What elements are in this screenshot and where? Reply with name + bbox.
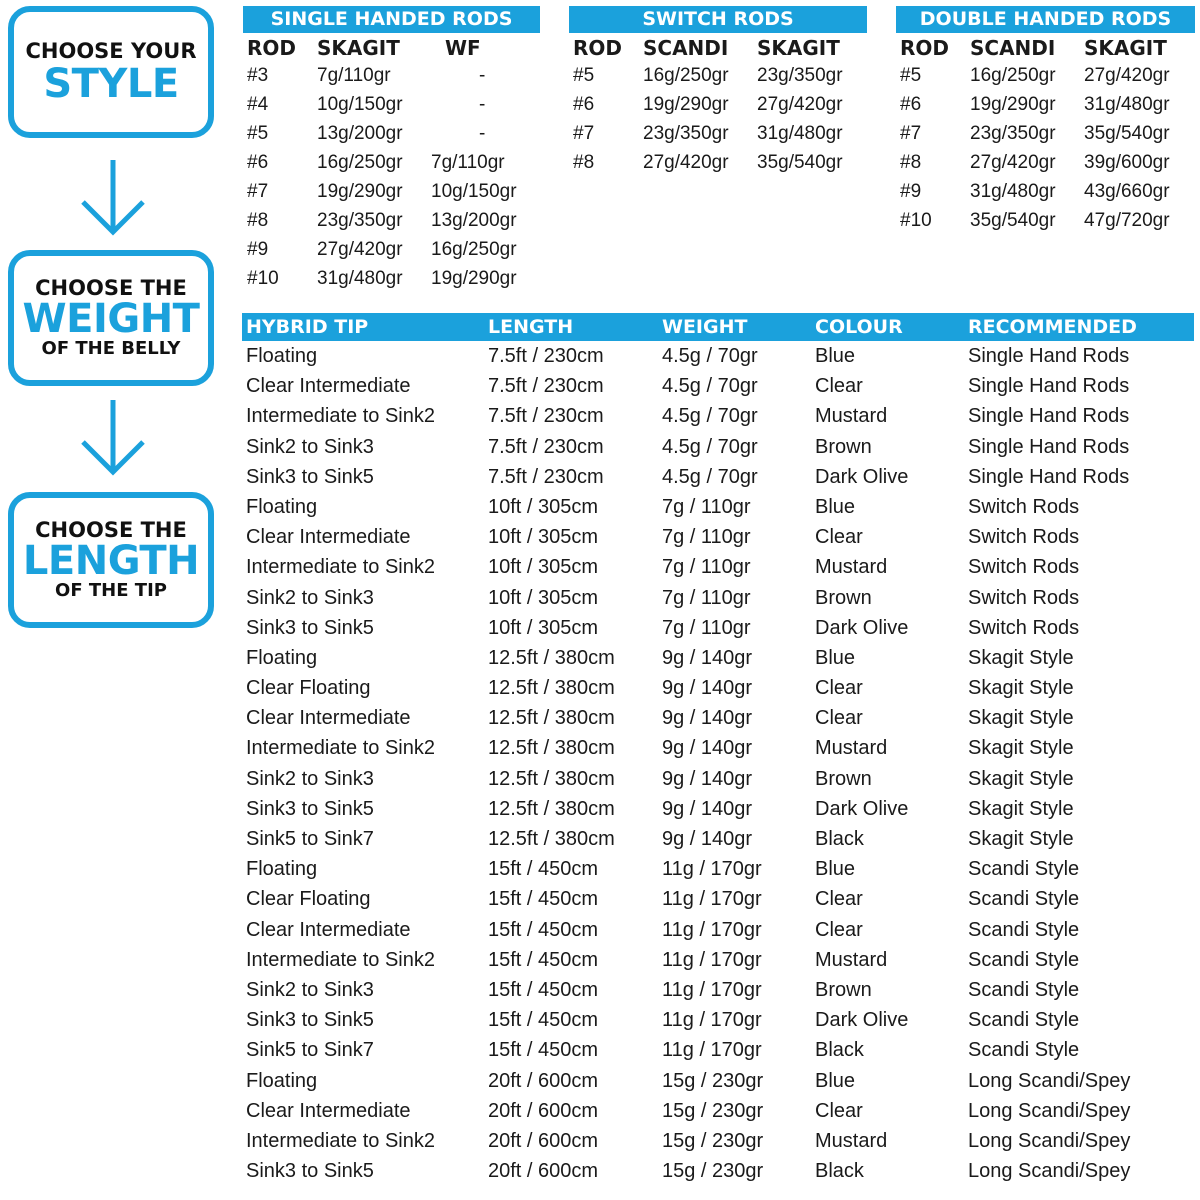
- colour-cell: Mustard: [815, 737, 888, 760]
- tip-cell: Floating: [246, 646, 318, 669]
- rod-cell: #5: [247, 123, 269, 144]
- colour-cell: Clear: [815, 375, 863, 398]
- tip-cell: Intermediate to Sink2: [246, 1129, 435, 1152]
- tip-cell: Sink3 to Sink5: [246, 616, 374, 639]
- recommended-cell: Switch Rods: [968, 495, 1080, 518]
- hybrid-rows: [242, 341, 1194, 1186]
- table-row: [242, 975, 1194, 1005]
- length-cell: 15ft / 450cm: [488, 858, 599, 881]
- length-cell: 12.5ft / 380cm: [488, 737, 615, 760]
- length-cell: 10ft / 305cm: [488, 586, 599, 609]
- weight-cell: 7g / 110gr: [662, 556, 751, 579]
- rod-cell: #5: [573, 65, 595, 86]
- colour-cell: Blue: [815, 646, 856, 669]
- table-row: [242, 945, 1194, 975]
- scandi-cell: 16g/250gr: [643, 65, 729, 86]
- table-row: [242, 552, 1194, 582]
- tip-cell: Clear Intermediate: [246, 707, 411, 730]
- length-cell: 10ft / 305cm: [488, 495, 599, 518]
- recommended-cell: Long Scandi/Spey: [968, 1129, 1131, 1152]
- recommended-cell: Scandi Style: [968, 1039, 1080, 1062]
- weight-cell: 4.5g / 70gr: [662, 345, 758, 367]
- weight-cell: 15g / 230gr: [662, 1129, 764, 1152]
- tip-cell: Clear Intermediate: [246, 526, 411, 549]
- skagit-cell: 35g/540gr: [1084, 123, 1170, 144]
- weight-cell: 7g / 110gr: [662, 616, 751, 639]
- colour-cell: Blue: [815, 495, 856, 518]
- single-handed-header-row: [243, 33, 540, 62]
- rod-cell: #8: [900, 152, 922, 173]
- table-row: [242, 915, 1194, 945]
- length-cell: 10ft / 305cm: [488, 526, 599, 549]
- length-cell: 12.5ft / 380cm: [488, 767, 615, 790]
- double-handed-rods-title: DOUBLE HANDED RODS: [896, 6, 1195, 33]
- table-row: [243, 236, 540, 265]
- length-cell: 12.5ft / 380cm: [488, 828, 615, 850]
- table-row: [242, 1035, 1194, 1065]
- recommended-cell: Single Hand Rods: [968, 465, 1130, 488]
- recommended-cell: Single Hand Rods: [968, 345, 1130, 367]
- recommended-cell: Skagit Style: [968, 797, 1074, 820]
- table-row: [242, 643, 1194, 673]
- recommended-cell: Scandi Style: [968, 1009, 1080, 1032]
- weight-cell: 4.5g / 70gr: [662, 435, 758, 458]
- scandi-cell: 27g/420gr: [970, 152, 1056, 173]
- tip-cell: Floating: [246, 1069, 318, 1092]
- length-cell: 12.5ft / 380cm: [488, 797, 615, 820]
- recommended-cell: Skagit Style: [968, 646, 1074, 669]
- weight-cell: 9g / 140gr: [662, 737, 753, 760]
- weight-cell: 9g / 140gr: [662, 797, 753, 820]
- skagit-cell: 31g/480gr: [1084, 94, 1170, 115]
- skagit-cell: 7g/110gr: [317, 65, 391, 86]
- colour-cell: Brown: [815, 435, 872, 458]
- tip-cell: Clear Intermediate: [246, 918, 411, 941]
- table-row: [242, 673, 1194, 703]
- table-row: [242, 432, 1194, 462]
- recommended-cell: Skagit Style: [968, 707, 1074, 730]
- colour-cell: Clear: [815, 918, 863, 941]
- table-row: [243, 120, 540, 149]
- rod-cell: #7: [900, 123, 922, 144]
- length-cell: 15ft / 450cm: [488, 888, 599, 911]
- table-row: [896, 178, 1195, 207]
- rod-cell: #5: [900, 65, 922, 86]
- table-row: [242, 583, 1194, 613]
- tip-cell: Clear Floating: [246, 888, 371, 911]
- step-length-top-text: CHOOSE THE: [35, 518, 187, 543]
- length-cell: 15ft / 450cm: [488, 918, 599, 941]
- step-weight-top-text: CHOOSE THE: [35, 276, 187, 301]
- weight-cell: 11g / 170gr: [662, 888, 762, 911]
- table-row: [242, 492, 1194, 522]
- rod-cell: #6: [573, 94, 595, 115]
- scandi-cell: 19g/290gr: [970, 94, 1056, 115]
- header-skagit: SKAGIT: [1084, 36, 1167, 60]
- step-choose-style: [8, 6, 214, 138]
- length-cell: 15ft / 450cm: [488, 1039, 599, 1062]
- wf-cell: 19g/290gr: [431, 268, 517, 289]
- recommended-cell: Single Hand Rods: [968, 375, 1130, 398]
- step-choose-length: [8, 492, 214, 628]
- length-cell: 7.5ft / 230cm: [488, 345, 604, 367]
- tip-cell: Sink2 to Sink3: [246, 435, 374, 458]
- header-wf: WF: [445, 36, 481, 60]
- recommended-cell: Switch Rods: [968, 556, 1080, 579]
- colour-cell: Blue: [815, 345, 856, 367]
- rod-cell: #8: [247, 210, 269, 231]
- arrow-down-icon: [78, 398, 148, 478]
- table-row: [242, 462, 1194, 492]
- length-cell: 7.5ft / 230cm: [488, 465, 604, 488]
- table-row: [242, 1156, 1194, 1186]
- tip-cell: Clear Intermediate: [246, 1099, 411, 1122]
- weight-cell: 11g / 170gr: [662, 978, 762, 1001]
- weight-cell: 9g / 140gr: [662, 677, 753, 700]
- recommended-cell: Skagit Style: [968, 737, 1074, 760]
- table-row: [242, 703, 1194, 733]
- step-style-top-text: CHOOSE YOUR: [25, 38, 197, 63]
- table-row: [242, 733, 1194, 763]
- weight-cell: 11g / 170gr: [662, 1009, 762, 1032]
- step-weight-bottom-text: OF THE BELLY: [41, 338, 181, 360]
- tip-cell: Floating: [246, 345, 318, 367]
- weight-cell: 4.5g / 70gr: [662, 405, 758, 428]
- scandi-cell: 23g/350gr: [970, 123, 1056, 144]
- weight-cell: 7g / 110gr: [662, 586, 751, 609]
- weight-cell: 15g / 230gr: [662, 1160, 764, 1183]
- header-rod: ROD: [573, 36, 623, 60]
- colour-cell: Black: [815, 828, 864, 850]
- tip-cell: Sink2 to Sink3: [246, 767, 374, 790]
- scandi-cell: 27g/420gr: [643, 152, 729, 173]
- table-row: [243, 149, 540, 178]
- table-row: [242, 764, 1194, 794]
- tip-cell: Floating: [246, 495, 318, 518]
- colour-cell: Brown: [815, 767, 872, 790]
- length-cell: 12.5ft / 380cm: [488, 677, 615, 700]
- weight-cell: 4.5g / 70gr: [662, 465, 758, 488]
- weight-cell: 9g / 140gr: [662, 707, 753, 730]
- length-cell: 7.5ft / 230cm: [488, 375, 604, 398]
- rod-cell: #3: [247, 65, 269, 86]
- recommended-cell: Scandi Style: [968, 918, 1080, 941]
- table-row: [896, 120, 1195, 149]
- header-rod: ROD: [247, 36, 297, 60]
- weight-cell: 7g / 110gr: [662, 526, 751, 549]
- rod-cell: #7: [247, 181, 269, 202]
- wf-cell: 16g/250gr: [431, 239, 517, 260]
- table-row: [569, 120, 867, 149]
- header-colour: COLOUR: [815, 316, 903, 338]
- length-cell: 15ft / 450cm: [488, 948, 599, 971]
- tip-cell: Sink3 to Sink5: [246, 1009, 374, 1032]
- table-row: [242, 371, 1194, 401]
- table-row: [242, 401, 1194, 431]
- hybrid-header-row: [242, 313, 1194, 341]
- table-row: [242, 1066, 1194, 1096]
- recommended-cell: Long Scandi/Spey: [968, 1099, 1131, 1122]
- recommended-cell: Skagit Style: [968, 677, 1074, 700]
- colour-cell: Dark Olive: [815, 465, 909, 488]
- rod-cell: #7: [573, 123, 595, 144]
- recommended-cell: Skagit Style: [968, 767, 1074, 790]
- switch-rods-title: SWITCH RODS: [569, 6, 867, 33]
- colour-cell: Mustard: [815, 556, 888, 579]
- recommended-cell: Scandi Style: [968, 888, 1080, 911]
- table-row: [242, 824, 1194, 854]
- table-row: [896, 207, 1195, 236]
- table-row: [896, 91, 1195, 120]
- weight-cell: 4.5g / 70gr: [662, 375, 758, 398]
- step-length-big-text: LENGTH: [22, 538, 200, 585]
- table-row: [243, 178, 540, 207]
- recommended-cell: Scandi Style: [968, 978, 1080, 1001]
- tip-cell: Floating: [246, 858, 318, 881]
- switch-rows: [569, 62, 867, 178]
- skagit-cell: 43g/660gr: [1084, 181, 1170, 202]
- rod-cell: #10: [900, 210, 932, 231]
- step-weight-big-text: WEIGHT: [22, 296, 200, 343]
- skagit-cell: 19g/290gr: [317, 181, 403, 202]
- skagit-cell: 23g/350gr: [317, 210, 403, 231]
- header-scandi: SCANDI: [643, 36, 729, 60]
- length-cell: 15ft / 450cm: [488, 1009, 599, 1032]
- length-cell: 7.5ft / 230cm: [488, 435, 604, 458]
- table-row: [243, 265, 540, 294]
- colour-cell: Blue: [815, 1069, 856, 1092]
- table-row: [242, 341, 1194, 371]
- header-hybrid-tip: HYBRID TIP: [246, 316, 369, 338]
- single-handed-rods-table: [243, 6, 540, 294]
- hybrid-tip-table: [242, 313, 1194, 1186]
- table-row: [242, 854, 1194, 884]
- colour-cell: Dark Olive: [815, 797, 909, 820]
- wf-cell: 10g/150gr: [431, 181, 517, 202]
- tip-cell: Sink3 to Sink5: [246, 465, 374, 488]
- scandi-cell: 19g/290gr: [643, 94, 729, 115]
- colour-cell: Mustard: [815, 405, 888, 428]
- skagit-cell: 13g/200gr: [317, 123, 403, 144]
- length-cell: 20ft / 600cm: [488, 1129, 599, 1152]
- double-handed-rows: [896, 62, 1195, 236]
- recommended-cell: Switch Rods: [968, 586, 1080, 609]
- header-length: LENGTH: [488, 316, 574, 338]
- step-style-big-text: STYLE: [43, 61, 179, 108]
- weight-cell: 11g / 170gr: [662, 858, 762, 881]
- table-row: [242, 522, 1194, 552]
- tip-cell: Sink5 to Sink7: [246, 828, 374, 850]
- rod-cell: #6: [900, 94, 922, 115]
- scandi-cell: 16g/250gr: [970, 65, 1056, 86]
- table-row: [896, 149, 1195, 178]
- colour-cell: Clear: [815, 677, 863, 700]
- tip-cell: Intermediate to Sink2: [246, 948, 435, 971]
- colour-cell: Clear: [815, 1099, 863, 1122]
- tip-cell: Intermediate to Sink2: [246, 405, 435, 428]
- tip-cell: Intermediate to Sink2: [246, 737, 435, 760]
- table-row: [242, 1126, 1194, 1156]
- switch-rods-table: [569, 6, 867, 178]
- rod-cell: #4: [247, 94, 269, 115]
- table-row: [896, 62, 1195, 91]
- skagit-cell: 23g/350gr: [757, 65, 843, 86]
- length-cell: 7.5ft / 230cm: [488, 405, 604, 428]
- colour-cell: Clear: [815, 707, 863, 730]
- table-row: [243, 91, 540, 120]
- recommended-cell: Scandi Style: [968, 948, 1080, 971]
- table-row: [243, 207, 540, 236]
- wf-cell: -: [479, 94, 486, 115]
- table-row: [243, 62, 540, 91]
- wf-cell: 13g/200gr: [431, 210, 517, 231]
- colour-cell: Brown: [815, 978, 872, 1001]
- step-choose-weight: [8, 250, 214, 386]
- recommended-cell: Scandi Style: [968, 858, 1080, 881]
- scandi-cell: 31g/480gr: [970, 181, 1056, 202]
- header-skagit: SKAGIT: [317, 36, 400, 60]
- skagit-cell: 27g/420gr: [757, 94, 843, 115]
- wf-cell: -: [479, 65, 486, 86]
- table-row: [242, 613, 1194, 643]
- table-row: [242, 1096, 1194, 1126]
- header-scandi: SCANDI: [970, 36, 1056, 60]
- colour-cell: Mustard: [815, 948, 888, 971]
- colour-cell: Dark Olive: [815, 1009, 909, 1032]
- weight-cell: 9g / 140gr: [662, 646, 753, 669]
- colour-cell: Blue: [815, 858, 856, 881]
- header-rod: ROD: [900, 36, 950, 60]
- rod-cell: #10: [247, 268, 279, 289]
- skagit-cell: 10g/150gr: [317, 94, 403, 115]
- table-row: [569, 91, 867, 120]
- double-header-row: [896, 33, 1195, 62]
- weight-cell: 11g / 170gr: [662, 948, 762, 971]
- weight-cell: 11g / 170gr: [662, 918, 762, 941]
- skagit-cell: 27g/420gr: [1084, 65, 1170, 86]
- length-cell: 10ft / 305cm: [488, 616, 599, 639]
- tip-cell: Intermediate to Sink2: [246, 556, 435, 579]
- rod-cell: #8: [573, 152, 595, 173]
- length-cell: 12.5ft / 380cm: [488, 707, 615, 730]
- weight-cell: 9g / 140gr: [662, 828, 753, 850]
- colour-cell: Black: [815, 1039, 864, 1062]
- colour-cell: Mustard: [815, 1129, 888, 1152]
- header-weight: WEIGHT: [662, 316, 748, 338]
- scandi-cell: 23g/350gr: [643, 123, 729, 144]
- rod-cell: #9: [247, 239, 269, 260]
- tip-cell: Clear Intermediate: [246, 375, 411, 398]
- scandi-cell: 35g/540gr: [970, 210, 1056, 231]
- skagit-cell: 31g/480gr: [757, 123, 843, 144]
- colour-cell: Clear: [815, 526, 863, 549]
- switch-header-row: [569, 33, 867, 62]
- tip-cell: Clear Floating: [246, 677, 371, 700]
- table-row: [242, 884, 1194, 914]
- colour-cell: Black: [815, 1160, 864, 1183]
- weight-cell: 15g / 230gr: [662, 1069, 764, 1092]
- tip-cell: Sink3 to Sink5: [246, 1160, 374, 1183]
- recommended-cell: Switch Rods: [968, 526, 1080, 549]
- weight-cell: 15g / 230gr: [662, 1099, 764, 1122]
- weight-cell: 7g / 110gr: [662, 495, 751, 518]
- skagit-cell: 35g/540gr: [757, 152, 843, 173]
- step-length-bottom-text: OF THE TIP: [55, 580, 167, 602]
- colour-cell: Dark Olive: [815, 616, 909, 639]
- table-row: [569, 149, 867, 178]
- recommended-cell: Single Hand Rods: [968, 405, 1130, 428]
- header-skagit: SKAGIT: [757, 36, 840, 60]
- header-recommended: RECOMMENDED: [968, 316, 1137, 338]
- arrow-down-icon: [78, 158, 148, 238]
- wf-cell: 7g/110gr: [431, 152, 505, 173]
- length-cell: 20ft / 600cm: [488, 1099, 599, 1122]
- recommended-cell: Single Hand Rods: [968, 435, 1130, 458]
- rod-cell: #9: [900, 181, 922, 202]
- skagit-cell: 39g/600gr: [1084, 152, 1170, 173]
- single-handed-rods-title: SINGLE HANDED RODS: [243, 6, 540, 33]
- length-cell: 12.5ft / 380cm: [488, 646, 615, 669]
- rod-cell: #6: [247, 152, 269, 173]
- table-row: [242, 1005, 1194, 1035]
- length-cell: 15ft / 450cm: [488, 978, 599, 1001]
- wf-cell: -: [479, 123, 486, 144]
- length-cell: 10ft / 305cm: [488, 556, 599, 579]
- colour-cell: Brown: [815, 586, 872, 609]
- recommended-cell: Switch Rods: [968, 616, 1080, 639]
- length-cell: 20ft / 600cm: [488, 1160, 599, 1183]
- tip-cell: Sink3 to Sink5: [246, 797, 374, 820]
- single-handed-rows: [243, 62, 540, 294]
- recommended-cell: Skagit Style: [968, 828, 1074, 850]
- colour-cell: Clear: [815, 888, 863, 911]
- tip-cell: Sink5 to Sink7: [246, 1039, 374, 1062]
- double-handed-rods-table: [896, 6, 1195, 236]
- weight-cell: 9g / 140gr: [662, 767, 753, 790]
- weight-cell: 11g / 170gr: [662, 1039, 762, 1062]
- table-row: [569, 62, 867, 91]
- skagit-cell: 47g/720gr: [1084, 210, 1170, 231]
- skagit-cell: 31g/480gr: [317, 268, 403, 289]
- table-row: [242, 794, 1194, 824]
- length-cell: 20ft / 600cm: [488, 1069, 599, 1092]
- tip-cell: Sink2 to Sink3: [246, 978, 374, 1001]
- recommended-cell: Long Scandi/Spey: [968, 1069, 1131, 1092]
- recommended-cell: Long Scandi/Spey: [968, 1160, 1131, 1183]
- skagit-cell: 16g/250gr: [317, 152, 403, 173]
- tip-cell: Sink2 to Sink3: [246, 586, 374, 609]
- skagit-cell: 27g/420gr: [317, 239, 403, 260]
